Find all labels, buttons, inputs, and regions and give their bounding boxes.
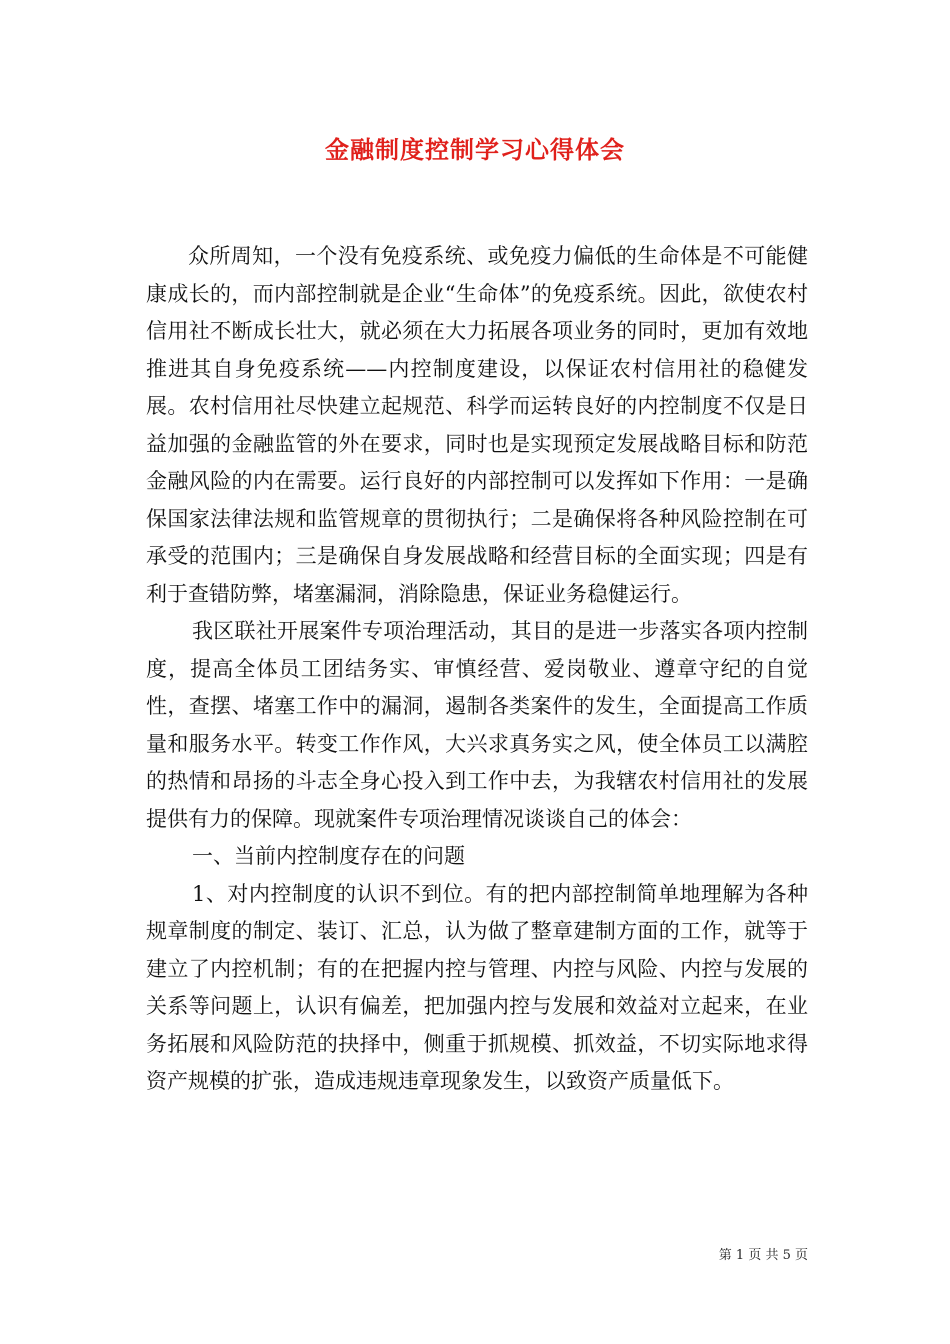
page-number: 第 1 页 共 5 页 <box>718 1248 808 1263</box>
paragraph-intro: 众所周知，一个没有免疫系统、或免疫力偏低的生命体是不可能健康成长的，而内部控制就是企业“生命体”的免疫系统。因此，欲使农村信用社不断成长壮大，就必须在大力拓展各项业务的同时，更加有效地推进其自身免疫系统——内控制度建设，以保证农村信用社的稳健发展。农村信用社尽快建立起规范、科学而运转良好的内控制度不仅是日益加强的金融监管的外在要求，同时也是实现预定发展战略目标和防范金融风险的内在需要。运行良好的内部控制可以发挥如下作用：一是确保国家法律法规和监管规章的贯彻执行；二是确保将各种风险控制在可承受的范围内；三是确保自身发展战略和经营目标的全面实现；四是有利于查错防弊，堵塞漏洞，消除隐患，保证业务稳健运行。 <box>146 244 808 606</box>
paragraph-activity: 我区联社开展案件专项治理活动，其目的是进一步落实各项内控制度，提高全体员工团结务实、审慎经营、爱岗敬业、遵章守纪的自觉性，查摆、堵塞工作中的漏洞，遏制各类案件的发生，全面提高工作质量和服务水平。转变工作作风，大兴求真务实之风，使全体员工以满腔的热情和昂扬的斗志全身心投入到工作中去，为我辖农村信用社的发展提供有力的保障。现就案件专项治理情况谈谈自己的体会： <box>146 619 808 831</box>
document-title: 金融制度控制学习心得体会 <box>325 135 625 164</box>
paragraph-point-1: 1、对内控制度的认识不到位。有的把内部控制简单地理解为各种规章制度的制定、装订、汇总，认为做了整章建制方面的工作，就等于建立了内控机制；有的在把握内控与管理、内控与风险、内控与发展的关系等问题上，认识有偏差，把加强内控与发展和效益对立起来，在业务拓展和风险防范的抉择中，侧重于抓规模、抓效益，不切实际地求得资产规模的扩张，造成违规违章现象发生，以致资产质量低下。 <box>146 881 808 1093</box>
section-heading: 一、当前内控制度存在的问题 <box>192 844 465 868</box>
document-body <box>146 238 808 1101</box>
